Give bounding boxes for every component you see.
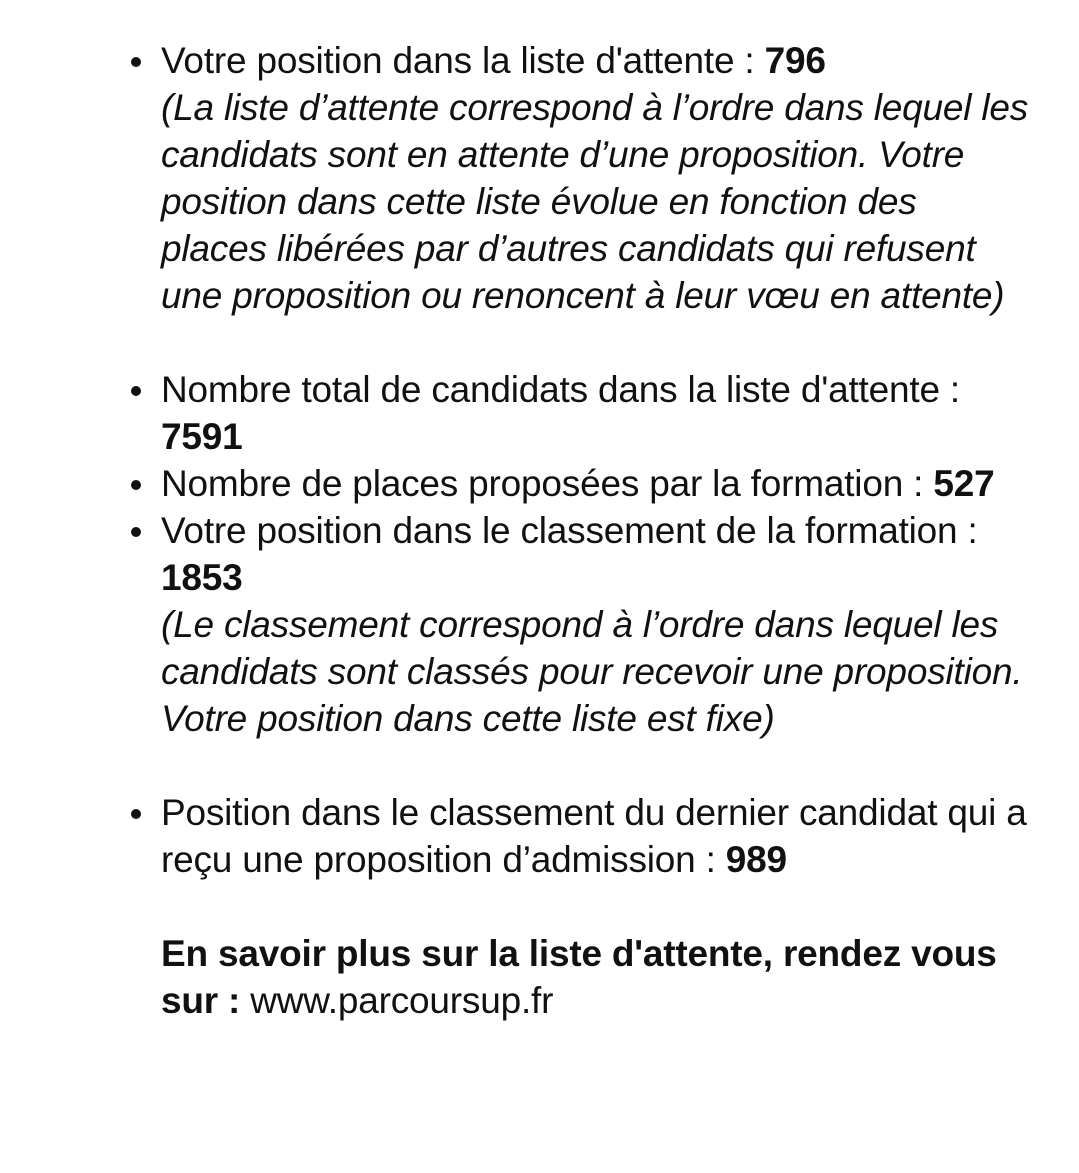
bullet-icon <box>131 57 141 67</box>
item-label: Nombre total de candidats dans la liste d'attente : <box>161 369 961 410</box>
item-label: Votre position dans le classement de la formation : <box>161 510 978 551</box>
bullet-icon <box>131 386 141 396</box>
last-admitted-position-value: 989 <box>725 839 787 880</box>
item-label: Nombre de places proposées par la formation : <box>161 463 934 504</box>
list-item-waitlist-position <box>161 37 1031 319</box>
bullet-icon <box>131 480 141 490</box>
places-offered-value: 527 <box>933 463 995 504</box>
more-info-footer <box>0 930 1031 1024</box>
list-item-last-admitted-position <box>161 789 1031 883</box>
list-item-total-candidates <box>161 366 1031 460</box>
more-info-text: En savoir plus sur la liste d'attente, rendez vous sur : <box>161 933 997 1021</box>
list-item-places-offered <box>161 460 1031 507</box>
waitlist-info <box>0 37 1079 1024</box>
item-label: Votre position dans la liste d'attente : <box>161 40 765 81</box>
ranking-explanation-note: (Le classement correspond à l’ordre dans lequel les candidats sont classés pour recevoir une proposition. Votre position dans cette liste est fixe) <box>161 604 1023 739</box>
ranking-position-value: 1853 <box>161 557 243 598</box>
total-candidates-value: 7591 <box>161 416 243 457</box>
bullet-icon <box>131 809 141 819</box>
waitlist-position-value: 796 <box>764 40 826 81</box>
bullet-icon <box>131 527 141 537</box>
list-item-ranking-position <box>161 507 1031 742</box>
spacer <box>161 742 1031 789</box>
spacer <box>161 319 1031 366</box>
spacer <box>0 883 1079 930</box>
parcoursup-link[interactable]: www.parcoursup.fr <box>250 980 554 1021</box>
waitlist-explanation-note: (La liste d’attente correspond à l’ordre dans lequel les candidats sont en attente d’une proposition. Votre position dans cette liste évolue en fonction des places libérées par d’autres candidats qui refusent une proposition ou renoncent à leur vœu en attente) <box>161 87 1029 316</box>
waitlist-details-list <box>0 37 1031 883</box>
item-label: Position dans le classement du dernier candidat qui a reçu une proposition d’admission : <box>161 792 1027 880</box>
